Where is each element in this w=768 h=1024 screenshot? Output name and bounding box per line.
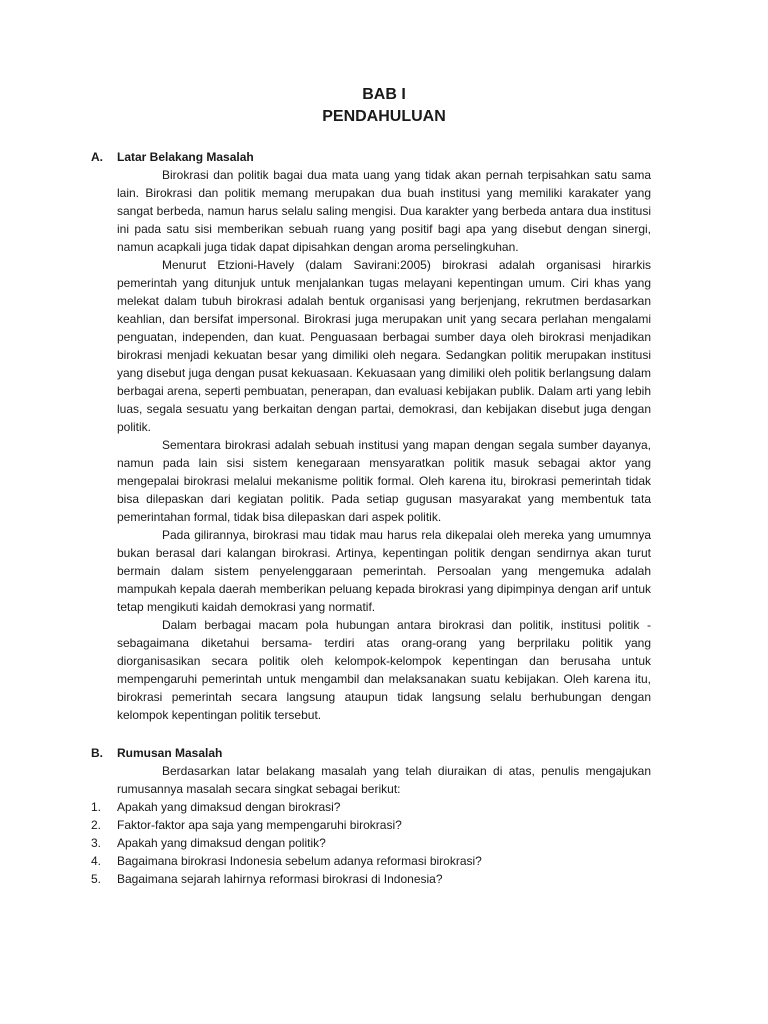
list-item-text: Apakah yang dimaksud dengan politik?	[117, 836, 326, 850]
list-item	[91, 852, 651, 870]
section-rumusan-masalah	[91, 744, 651, 888]
section-b-title: Rumusan Masalah	[117, 746, 223, 760]
list-item-number: 3.	[91, 836, 102, 850]
list-item-text: Bagaimana birokrasi Indonesia sebelum adanya reformasi birokrasi?	[117, 854, 482, 868]
list-item-number: 2.	[91, 818, 102, 832]
chapter-title: PENDAHULUAN	[322, 108, 446, 125]
section-a-title: Latar Belakang Masalah	[117, 150, 254, 164]
paragraph: Dalam berbagai macam pola hubungan antara birokrasi dan politik, institusi politik -sebagaimana diketahui bersama- terdiri atas orang-orang yang berprilaku politik yang diorganisasikan secara politik oleh kelompok-kelompok kepentingan dan berusaha untuk mempengaruhi pemerintah untuk mengambil dan melaksanakan suatu kebijakan. Oleh karena itu, birokrasi pemerintah secara langsung ataupun tidak langsung selalu berhubungan dengan kelompok kepentingan politik tersebut.	[117, 618, 651, 722]
list-item-text: Apakah yang dimaksud dengan birokrasi?	[117, 800, 341, 814]
list-item	[91, 798, 651, 816]
section-b-intro: Berdasarkan latar belakang masalah yang telah diuraikan di atas, penulis mengajukan rumusannya masalah secara singkat sebagai berikut:	[117, 764, 651, 796]
list-item-number: 1.	[91, 800, 102, 814]
paragraph: Sementara birokrasi adalah sebuah institusi yang mapan dengan segala sumber dayanya, namun pada lain sisi sistem kenegaraan mensyaratkan politik masuk sebagai aktor yang mengepalai birokrasi melalui mekanisme politik formal. Oleh karena itu, birokrasi pemerintah tidak bisa dilepaskan dari kegiatan politik. Pada setiap gugusan masyarakat yang membentuk tata pemerintahan formal, tidak bisa dilepaskan dari aspek politik.	[117, 438, 651, 524]
list-item	[91, 834, 651, 852]
section-a-heading	[91, 148, 651, 166]
question-list	[91, 798, 651, 888]
list-item-text: Faktor-faktor apa saja yang mempengaruhi birokrasi?	[117, 818, 402, 832]
list-item-number: 5.	[91, 872, 102, 886]
list-item-number: 4.	[91, 854, 102, 868]
paragraph: Menurut Etzioni-Havely (dalam Savirani:2005) birokrasi adalah organisasi hirarkis pemerintah yang ditunjuk untuk menjalankan tugas melayani kepentingan umum. Ciri khas yang melekat dalam tubuh birokrasi adalah bentuk organisasi yang berjenjang, rekrutmen berdasarkan keahlian, dan bersifat impersonal. Birokrasi juga merupakan unit yang secara perlahan mengalami penguatan, independen, dan kuat. Penguasaan berbagai sumber daya oleh birokrasi menjadikan birokrasi menjadi kekuatan besar yang dimiliki oleh negara. Sedangkan politik merupakan institusi yang disebut juga dengan pusat kekuasaan. Kekuasaan yang dimiliki oleh politik berlangsung dalam berbagai arena, seperti pembuatan, penerapan, dan evaluasi kebijakan publik. Dalam arti yang lebih luas, segala sesuatu yang berkaitan dengan partai, demokrasi, dan kebijakan disebut juga dengan politik.	[117, 258, 651, 434]
list-item	[91, 816, 651, 834]
section-b-heading	[91, 744, 651, 762]
paragraph: Birokrasi dan politik bagai dua mata uang yang tidak akan pernah terpisahkan satu sama lain. Birokrasi dan politik memang merupakan dua buah institusi yang memiliki karakater yang sangat berbeda, namun harus selalu saling mengisi. Dua karakter yang berbeda antara dua institusi ini pada satu sisi memberikan sebuah ruang yang positif bagi apa yang disebut dengan sinergi, namun acapkali juga tidak dapat dipisahkan dengan aroma perselingkuhan.	[117, 168, 651, 254]
section-a-letter: A.	[91, 150, 103, 164]
paragraph: Pada gilirannya, birokrasi mau tidak mau harus rela dikepalai oleh mereka yang umumnya bukan berasal dari kalangan birokrasi. Artinya, kepentingan politik dengan sendirnya akan turut bermain dalam sistem penyelenggaraan pemerintah. Persoalan yang mengemuka adalah mampukah kepala daerah memberikan peluang kepada birokrasi yang dipimpinya dengan arif untuk tetap mengikuti kaidah demokrasi yang normatif.	[117, 528, 651, 614]
section-latar-belakang	[91, 148, 651, 724]
chapter-number: BAB I	[362, 86, 406, 103]
list-item	[91, 870, 651, 888]
section-b-letter: B.	[91, 746, 103, 760]
list-item-text: Bagaimana sejarah lahirnya reformasi birokrasi di Indonesia?	[117, 872, 443, 886]
